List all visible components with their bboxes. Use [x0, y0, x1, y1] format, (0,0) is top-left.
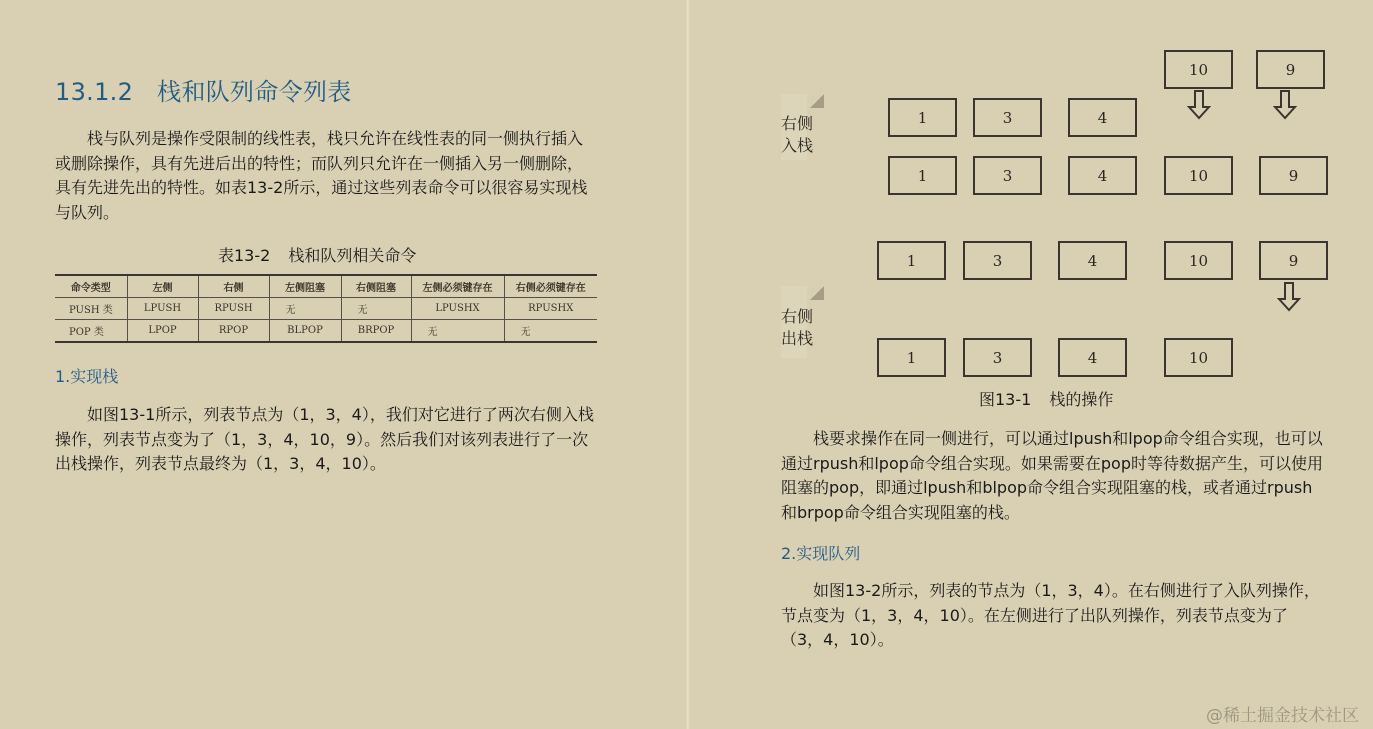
- table-cell: POP 类: [55, 320, 127, 343]
- node-box: 10: [1164, 156, 1233, 195]
- table-header-cell: 右侧必须键存在: [504, 275, 597, 298]
- corner-mark-icon: [810, 286, 824, 300]
- node-box: 1: [888, 98, 957, 137]
- table-cell: LPUSHX: [411, 298, 504, 320]
- section-number: 13.1.2: [55, 78, 134, 106]
- node-box: 4: [1068, 98, 1137, 137]
- node-box: 10: [1164, 338, 1233, 377]
- table-header-cell: 左侧: [127, 275, 198, 298]
- table-cell: RPUSHX: [504, 298, 597, 320]
- down-arrow-icon: [1277, 282, 1301, 312]
- watermark: @稀土掘金技术社区: [1206, 706, 1359, 726]
- pop-label-line2: 出栈: [781, 329, 814, 348]
- down-arrow-icon: [1273, 90, 1297, 120]
- node-box: 9: [1259, 156, 1328, 195]
- table-header-cell: 右侧阻塞: [341, 275, 411, 298]
- node-box: 9: [1259, 241, 1328, 280]
- table-cell: 无: [341, 298, 411, 320]
- push-label-line1: 右侧: [781, 114, 814, 133]
- table-cell: LPOP: [127, 320, 198, 343]
- pop-label-line1: 右侧: [781, 307, 814, 326]
- table-cell: PUSH 类: [55, 298, 127, 320]
- node-box: 9: [1256, 50, 1325, 89]
- node-box: 10: [1164, 50, 1233, 89]
- table-header-cell: 右侧: [198, 275, 269, 298]
- pop-label: [781, 306, 821, 350]
- figure-caption: [979, 387, 1113, 410]
- table-caption-title: 栈和队列相关命令: [288, 246, 417, 265]
- push-label-line2: 入栈: [781, 136, 814, 155]
- table-cell: 无: [411, 320, 504, 343]
- node-box: 3: [973, 98, 1042, 137]
- table-cell: RPOP: [198, 320, 269, 343]
- node-box: 1: [877, 338, 946, 377]
- subsection-heading-stack: 1.实现栈: [55, 367, 119, 386]
- intro-paragraph: 栈与队列是操作受限制的线性表，栈只允许在线性表的同一侧执行插入或删除操作，具有先进后出的特性；而队列只允许在一侧插入另一侧删除，具有先进先出的特性。如表13-2所示，通过这些列表命令可以很容易实现栈与队列。: [55, 129, 588, 222]
- table-cell: RPUSH: [198, 298, 269, 320]
- table-header-cell: 左侧必须键存在: [411, 275, 504, 298]
- table-header-cell: 左侧阻塞: [269, 275, 341, 298]
- figure-caption-number: 图13-1: [979, 390, 1032, 409]
- table-cell: 无: [520, 327, 531, 338]
- down-arrow-icon: [1187, 90, 1211, 120]
- table-cell: BLPOP: [269, 320, 341, 343]
- table-caption-number: 表13-2: [218, 246, 271, 265]
- node-box: 1: [888, 156, 957, 195]
- table-cell: 无: [269, 298, 341, 320]
- node-box: 3: [963, 241, 1032, 280]
- section-title-text: 栈和队列命令列表: [157, 78, 352, 106]
- table-cell: LPUSH: [127, 298, 198, 320]
- table-header-cell: 命令类型: [55, 275, 127, 298]
- node-box: 10: [1164, 241, 1233, 280]
- node-box: 4: [1058, 338, 1127, 377]
- subsection-heading-queue: 2.实现队列: [781, 544, 861, 563]
- node-box: 3: [963, 338, 1032, 377]
- node-box: 1: [877, 241, 946, 280]
- stack-example-paragraph: 如图13-1所示，列表节点为（1，3，4），我们对它进行了两次右侧入栈操作，列表节点变为了（1，3，4，10，9）。然后我们对该列表进行了一次出栈操作，列表节点最终为（1，3，4，10）。: [55, 405, 594, 473]
- corner-mark-icon: [810, 94, 824, 108]
- queue-example-paragraph: 如图13-2所示，列表的节点为（1，3，4）。在右侧进行了入队列操作，节点变为（1，3，4，10）。在左侧进行了出队列操作，列表节点变为了（3，4，10）。: [781, 581, 1320, 649]
- node-box: 4: [1058, 241, 1127, 280]
- table-cell: BRPOP: [341, 320, 411, 343]
- stack-impl-paragraph: 栈要求操作在同一侧进行，可以通过lpush和lpop命令组合实现，也可以通过rpush和lpop命令组合实现。如果需要在pop时等待数据产生，可以使用阻塞的pop，即通过lpush和blpop命令组合实现阻塞的栈，或者通过rpush和brpop命令组合实现阻塞的栈。: [781, 429, 1324, 522]
- node-box: 3: [973, 156, 1042, 195]
- push-label: [781, 113, 821, 157]
- node-box: 4: [1068, 156, 1137, 195]
- figure-caption-title: 栈的操作: [1049, 390, 1114, 409]
